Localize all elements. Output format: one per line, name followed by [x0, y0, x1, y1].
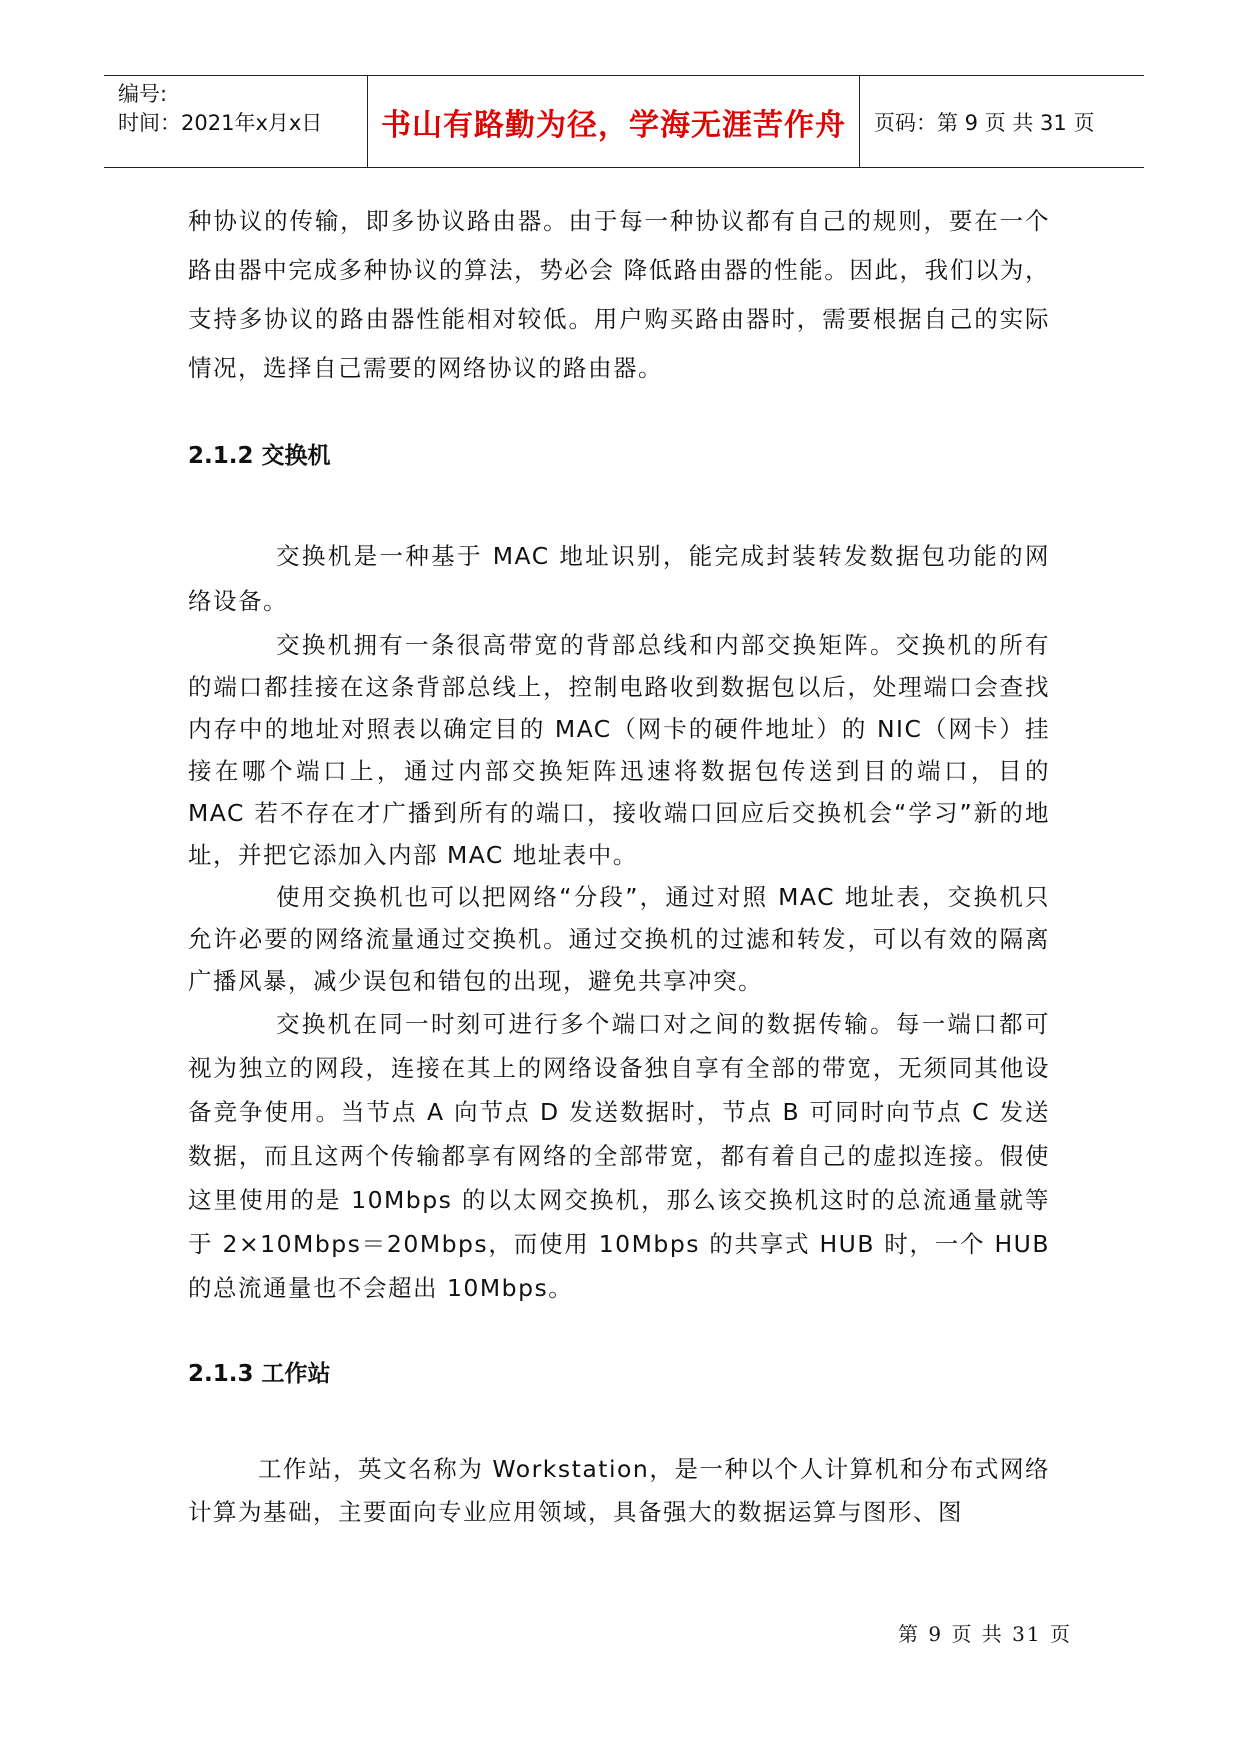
page-footer: 第 9 页 共 31 页	[898, 1622, 1072, 1646]
serial-label: 编号:	[118, 82, 168, 106]
paragraph-switch-bandwidth: 交换机在同一时刻可进行多个端口对之间的数据传输。每一端口都可视为独立的网段，连接在其上的网络设备独自享有全部的带宽，无须同其他设备竞争使用。当节点 A 向节点 D 发送数据时，节点 B 可同时向节点 C 发送数据，而且这两个传输都享有网络的全部带宽，都有着自己的虚拟连接。假使这里使用的是 10Mbps 的以太网交换机，那么该交换机这时的总流通量就等于 2×10Mbps＝20Mbps，而使用 10Mbps 的共享式 HUB 时，一个 HUB 的总流通量也不会超出 10Mbps。	[188, 1010, 1050, 1302]
paragraph-switch-backplane: 交换机拥有一条很高带宽的背部总线和内部交换矩阵。交换机的所有的端口都挂接在这条背部总线上，控制电路收到数据包以后，处理端口会查找内存中的地址对照表以确定目的 MAC（网卡的硬件地址）的 NIC（网卡）挂接在哪个端口上，通过内部交换矩阵迅速将数据包传送到目的端口，目的 MAC 若不存在才广播到所有的端口，接收端口回应后交换机会“学习”新的地址，并把它添加入内部 MAC 地址表中。	[188, 631, 1050, 869]
paragraph-switch-definition: 交换机是一种基于 MAC 地址识别，能完成封装转发数据包功能的网络设备。	[188, 542, 1050, 615]
paragraph-workstation: 工作站，英文名称为 Workstation，是一种以个人计算机和分布式网络计算为基础，主要面向专业应用领域，具备强大的数据运算与图形、图	[188, 1455, 1050, 1526]
header-middle-cell	[368, 76, 860, 167]
header-page-info: 页码：第 9 页 共 31 页	[874, 110, 1095, 135]
time-label: 时间：2021年x月x日	[118, 111, 323, 135]
page-header	[104, 75, 1144, 168]
document-body	[188, 197, 1050, 1534]
paragraph-switch-segmentation: 使用交换机也可以把网络“分段”，通过对照 MAC 地址表，交换机只允许必要的网络流量通过交换机。通过交换机的过滤和转发，可以有效的隔离广播风暴，减少误包和错包的出现，避免共享冲突。	[188, 883, 1050, 995]
header-right-cell	[860, 76, 1144, 167]
section-heading-switch: 2.1.2 交换机	[188, 443, 331, 469]
header-left-cell	[104, 76, 368, 167]
header-motto: 书山有路勤为径，学海无涯苦作舟	[381, 107, 846, 143]
paragraph-router-protocols: 种协议的传输，即多协议路由器。由于每一种协议都有自己的规则，要在一个路由器中完成多种协议的算法，势必会 降低路由器的性能。因此，我们以为，支持多协议的路由器性能相对较低。用户购买路由器时，需要根据自己的实际情况，选择自己需要的网络协议的路由器。	[188, 207, 1050, 382]
section-heading-workstation: 2.1.3 工作站	[188, 1361, 331, 1387]
